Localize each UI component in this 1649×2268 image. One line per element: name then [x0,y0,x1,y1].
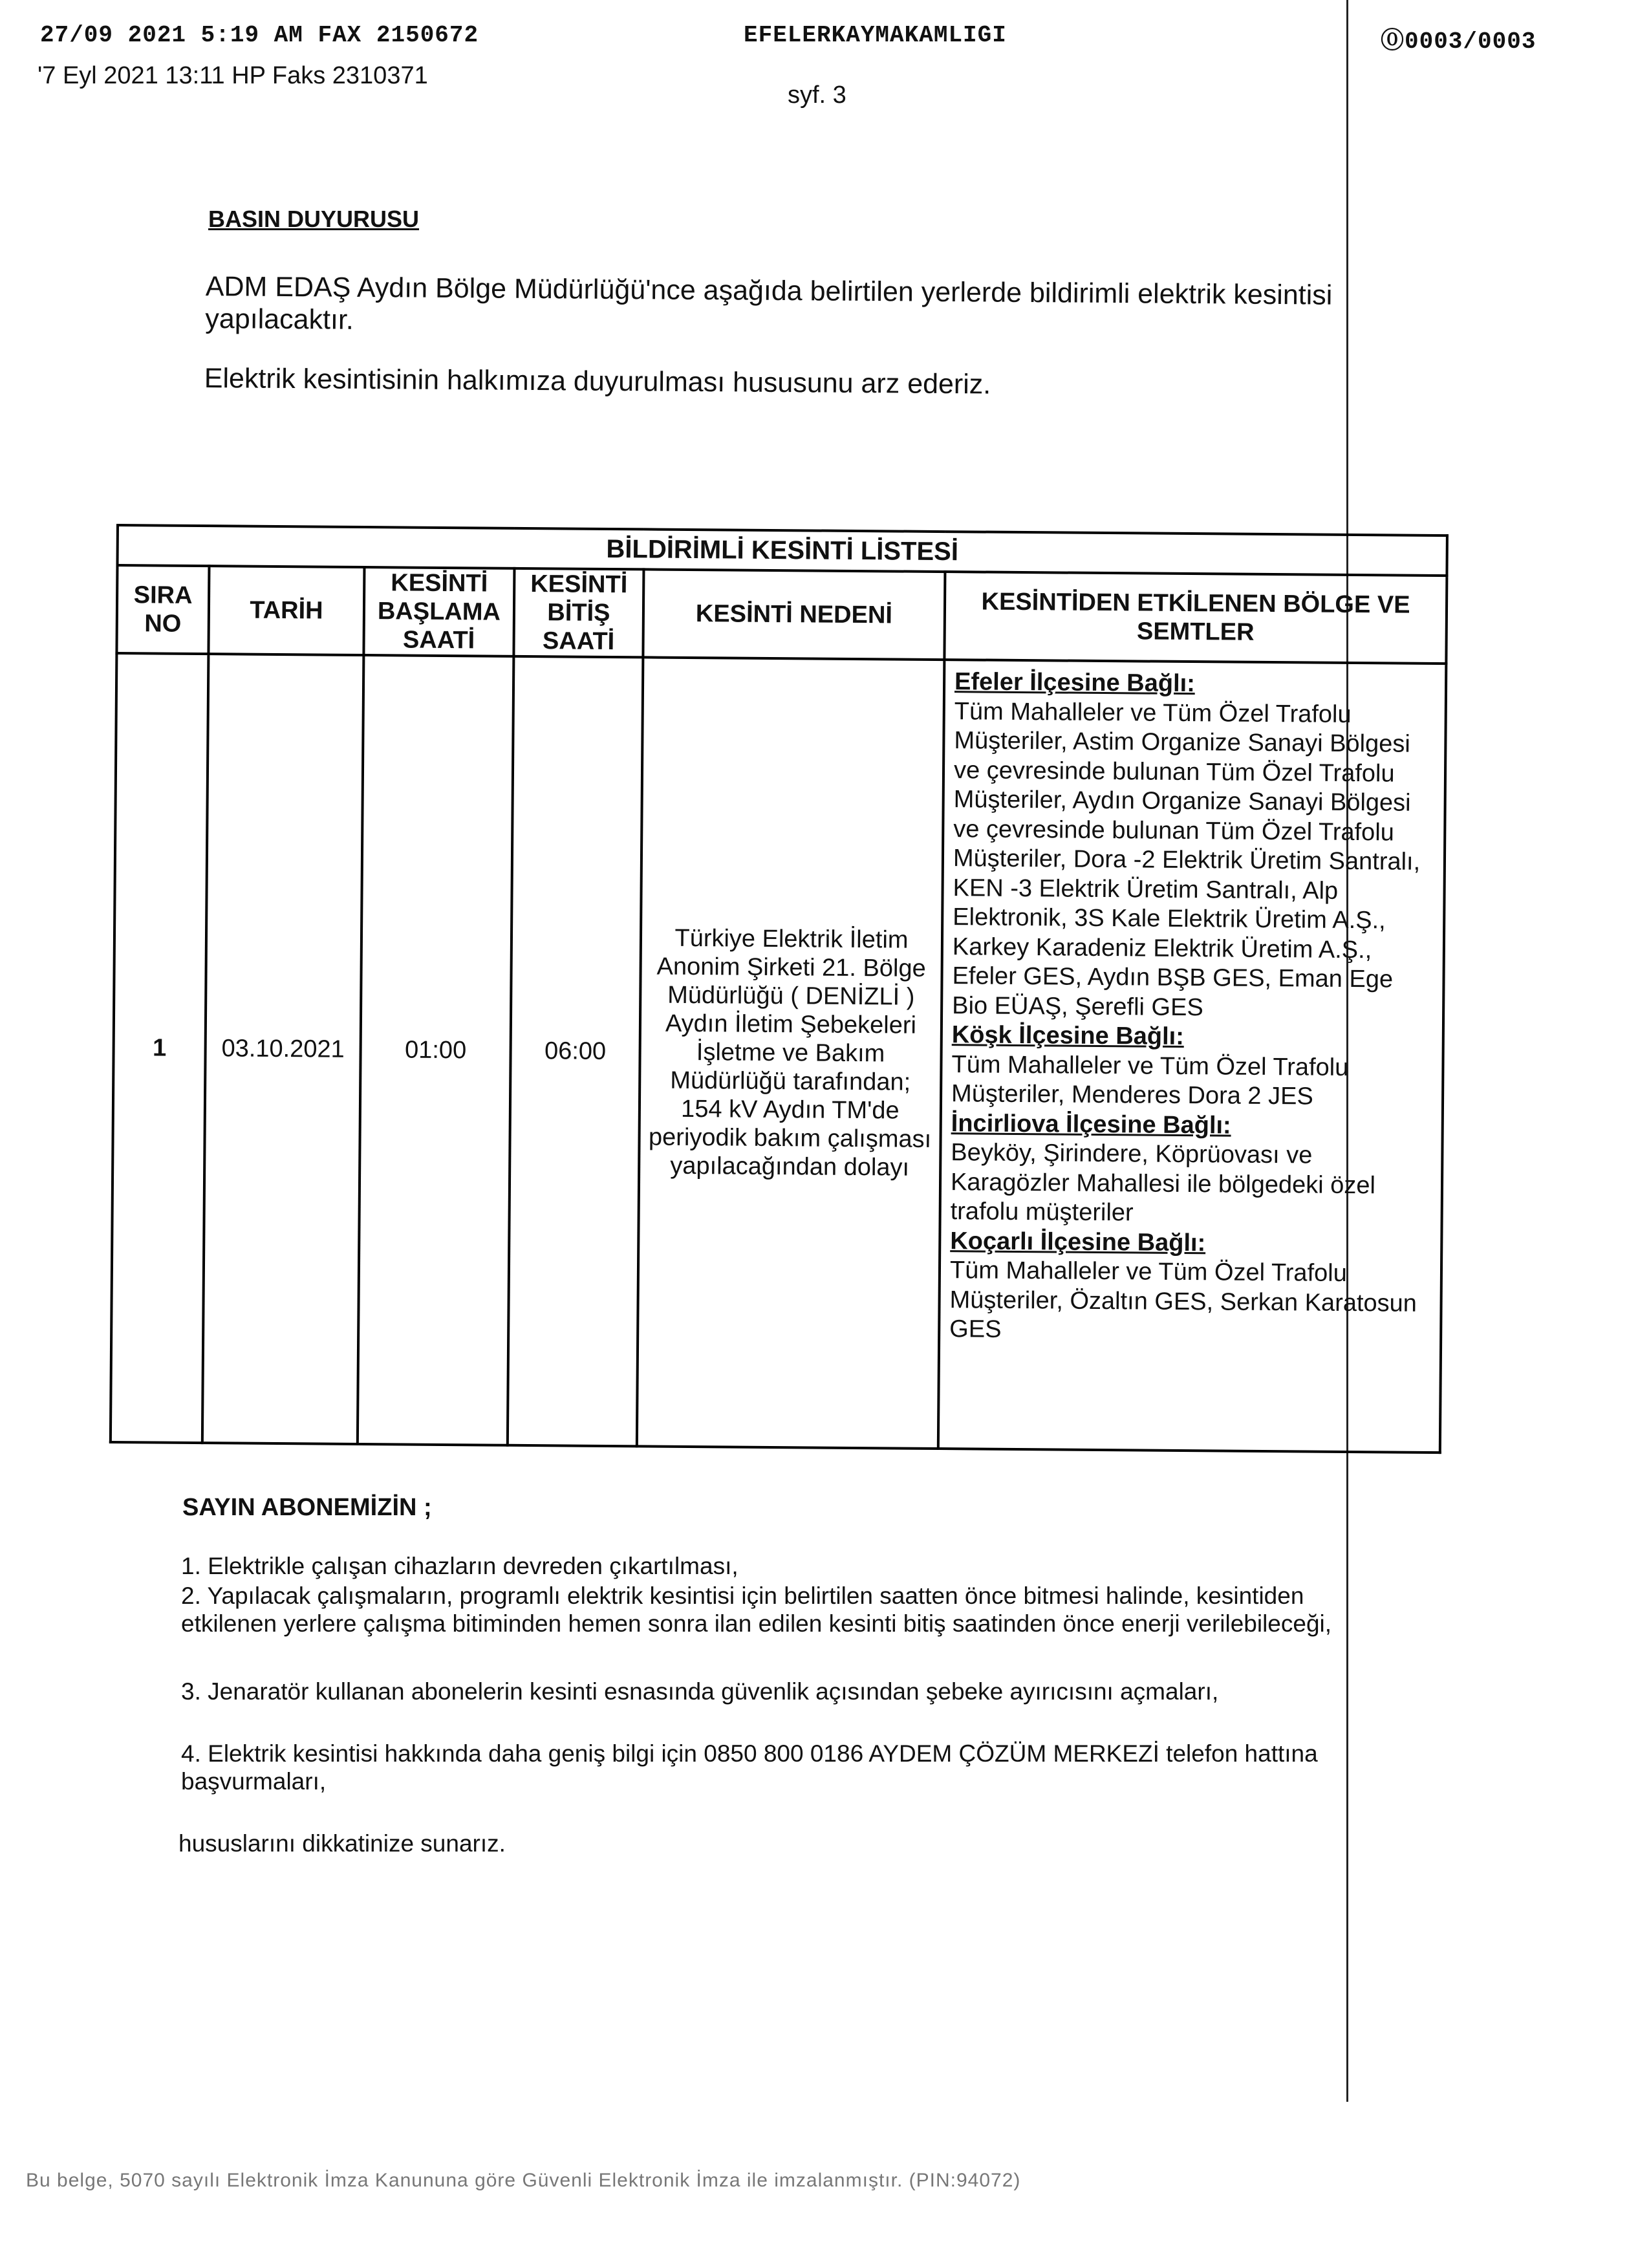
header-bitis: KESİNTİ BİTİŞ SAATİ [513,568,643,658]
header-sira: SIRA NO [116,565,209,654]
header-neden: KESİNTİ NEDENİ [643,569,945,660]
fax-header-center: EFELERKAYMAKAMLIGI [744,22,1007,49]
table-title: BİLDİRİMLİ KESİNTİ LİSTESİ [117,525,1447,576]
notice-heading: SAYIN ABONEMİZİN ; [182,1494,432,1521]
outage-table [109,524,1449,1454]
header-baslama: KESİNTİ BAŞLAMA SAATİ [363,567,514,656]
fax-header-page: ⓪0003/0003 [1381,28,1536,55]
page-title: BASIN DUYURUSU [208,206,420,232]
header-tarih: TARİH [208,566,364,655]
notice-item: 4. Elektrik kesintisi hakkında daha geniş bilgi için 0850 800 0186 AYDEM ÇÖZÜM MERKEZİ telefon hattına başvurmaları, [181,1740,1318,1795]
cell-sira: 1 [111,653,209,1443]
notice-closing: hususlarını dikkatinize sunarız. [178,1830,506,1857]
region-heading: Köşk İlçesine Bağlı: [951,1021,1185,1050]
region-heading: İncirliova İlçesine Bağlı: [951,1109,1231,1139]
region-text: Beyköy, Şirindere, Köprüovası ve Karagözler Mahallesi ile bölgedeki özel trafolu müşteriler [950,1139,1376,1227]
region-text: Tüm Mahalleler ve Tüm Özel Trafolu Müşteriler, Menderes Dora 2 JES [951,1050,1349,1110]
region-text: Tüm Mahalleler ve Tüm Özel Trafolu Müşteriler, Özaltın GES, Serkan Karatosun GES [949,1257,1417,1343]
cell-neden: Türkiye Elektrik İletim Anonim Şirketi 21. Bölge Müdürlüğü ( DENİZLİ ) Aydın İletim Şebekeleri İşletme ve Bakım Müdürlüğü tarafından; 154 kV Aydın TM'de periyodik bakım çalışması yapılacağından dolayı [637,657,945,1449]
fax-header-second: '7 Eyl 2021 13:11 HP Faks 2310371 [38,62,428,89]
notice-item: 2. Yapılacak çalışmaların, programlı elektrik kesintisi için belirtilen saatten önce bitmesi halinde, kesintiden etkilenen yerlere çalışma bitiminden hemen sonra ilan edilen kesinti bitiş saatinden önce enerji verilebileceği, [181,1582,1332,1637]
notice-item: 3. Jenaratör kullanan abonelerin kesinti esnasında güvenlik açısından şebeke ayırıcısını açmaları, [181,1678,1219,1705]
header-bolge: KESİNTİDEN ETKİLENEN BÖLGE VE SEMTLER [944,572,1447,664]
table-row [111,653,1447,1453]
request-paragraph: Elektrik kesintisinin halkımıza duyurulması hususunu arz ederiz. [204,362,991,400]
cell-baslama: 01:00 [358,655,514,1445]
page-number: syf. 3 [788,81,846,109]
e-signature-footer: Bu belge, 5070 sayılı Elektronik İmza Kanununa göre Güvenli Elektronik İmza ile imzalanmıştır. (PIN:94072) [26,2170,1021,2191]
cell-bitis: 06:00 [508,656,643,1447]
region-heading: Efeler İlçesine Bağlı: [954,668,1195,698]
region-heading: Koçarlı İlçesine Bağlı: [950,1227,1206,1257]
cell-tarih: 03.10.2021 [202,654,364,1444]
notice-item: 1. Elektrikle çalışan cihazların devreden çıkartılması, [181,1553,738,1579]
region-text: Tüm Mahalleler ve Tüm Özel Trafolu Müşteriler, Astim Organize Sanayi Bölgesi ve çevresinde bulunan Tüm Özel Trafolu Müşteriler, Aydın Organize Sanayi Bölgesi ve çevresinde bulunan Tüm Özel Trafolu Müşteriler, Dora -2 Elektrik Üretim Santralı, KEN -3 Elektrik Üretim Santralı, Alp Elektronik, 3S Kale Elektrik Üretim A.Ş., Karkey Karadeniz Elektrik Üretim A.Ş., Efeler GES, Aydın BŞB GES, Eman Ege Bio EÜAŞ, Şerefli GES [952,697,1421,1021]
fax-header-left: 27/09 2021 5:19 AM FAX 2150672 [40,22,479,49]
intro-paragraph: ADM EDAŞ Aydın Bölge Müdürlüğü'nce aşağıda belirtilen yerlerde bildirimli elektrik kesintisi yapılacaktır. [205,270,1333,336]
cell-bolge [938,660,1447,1453]
